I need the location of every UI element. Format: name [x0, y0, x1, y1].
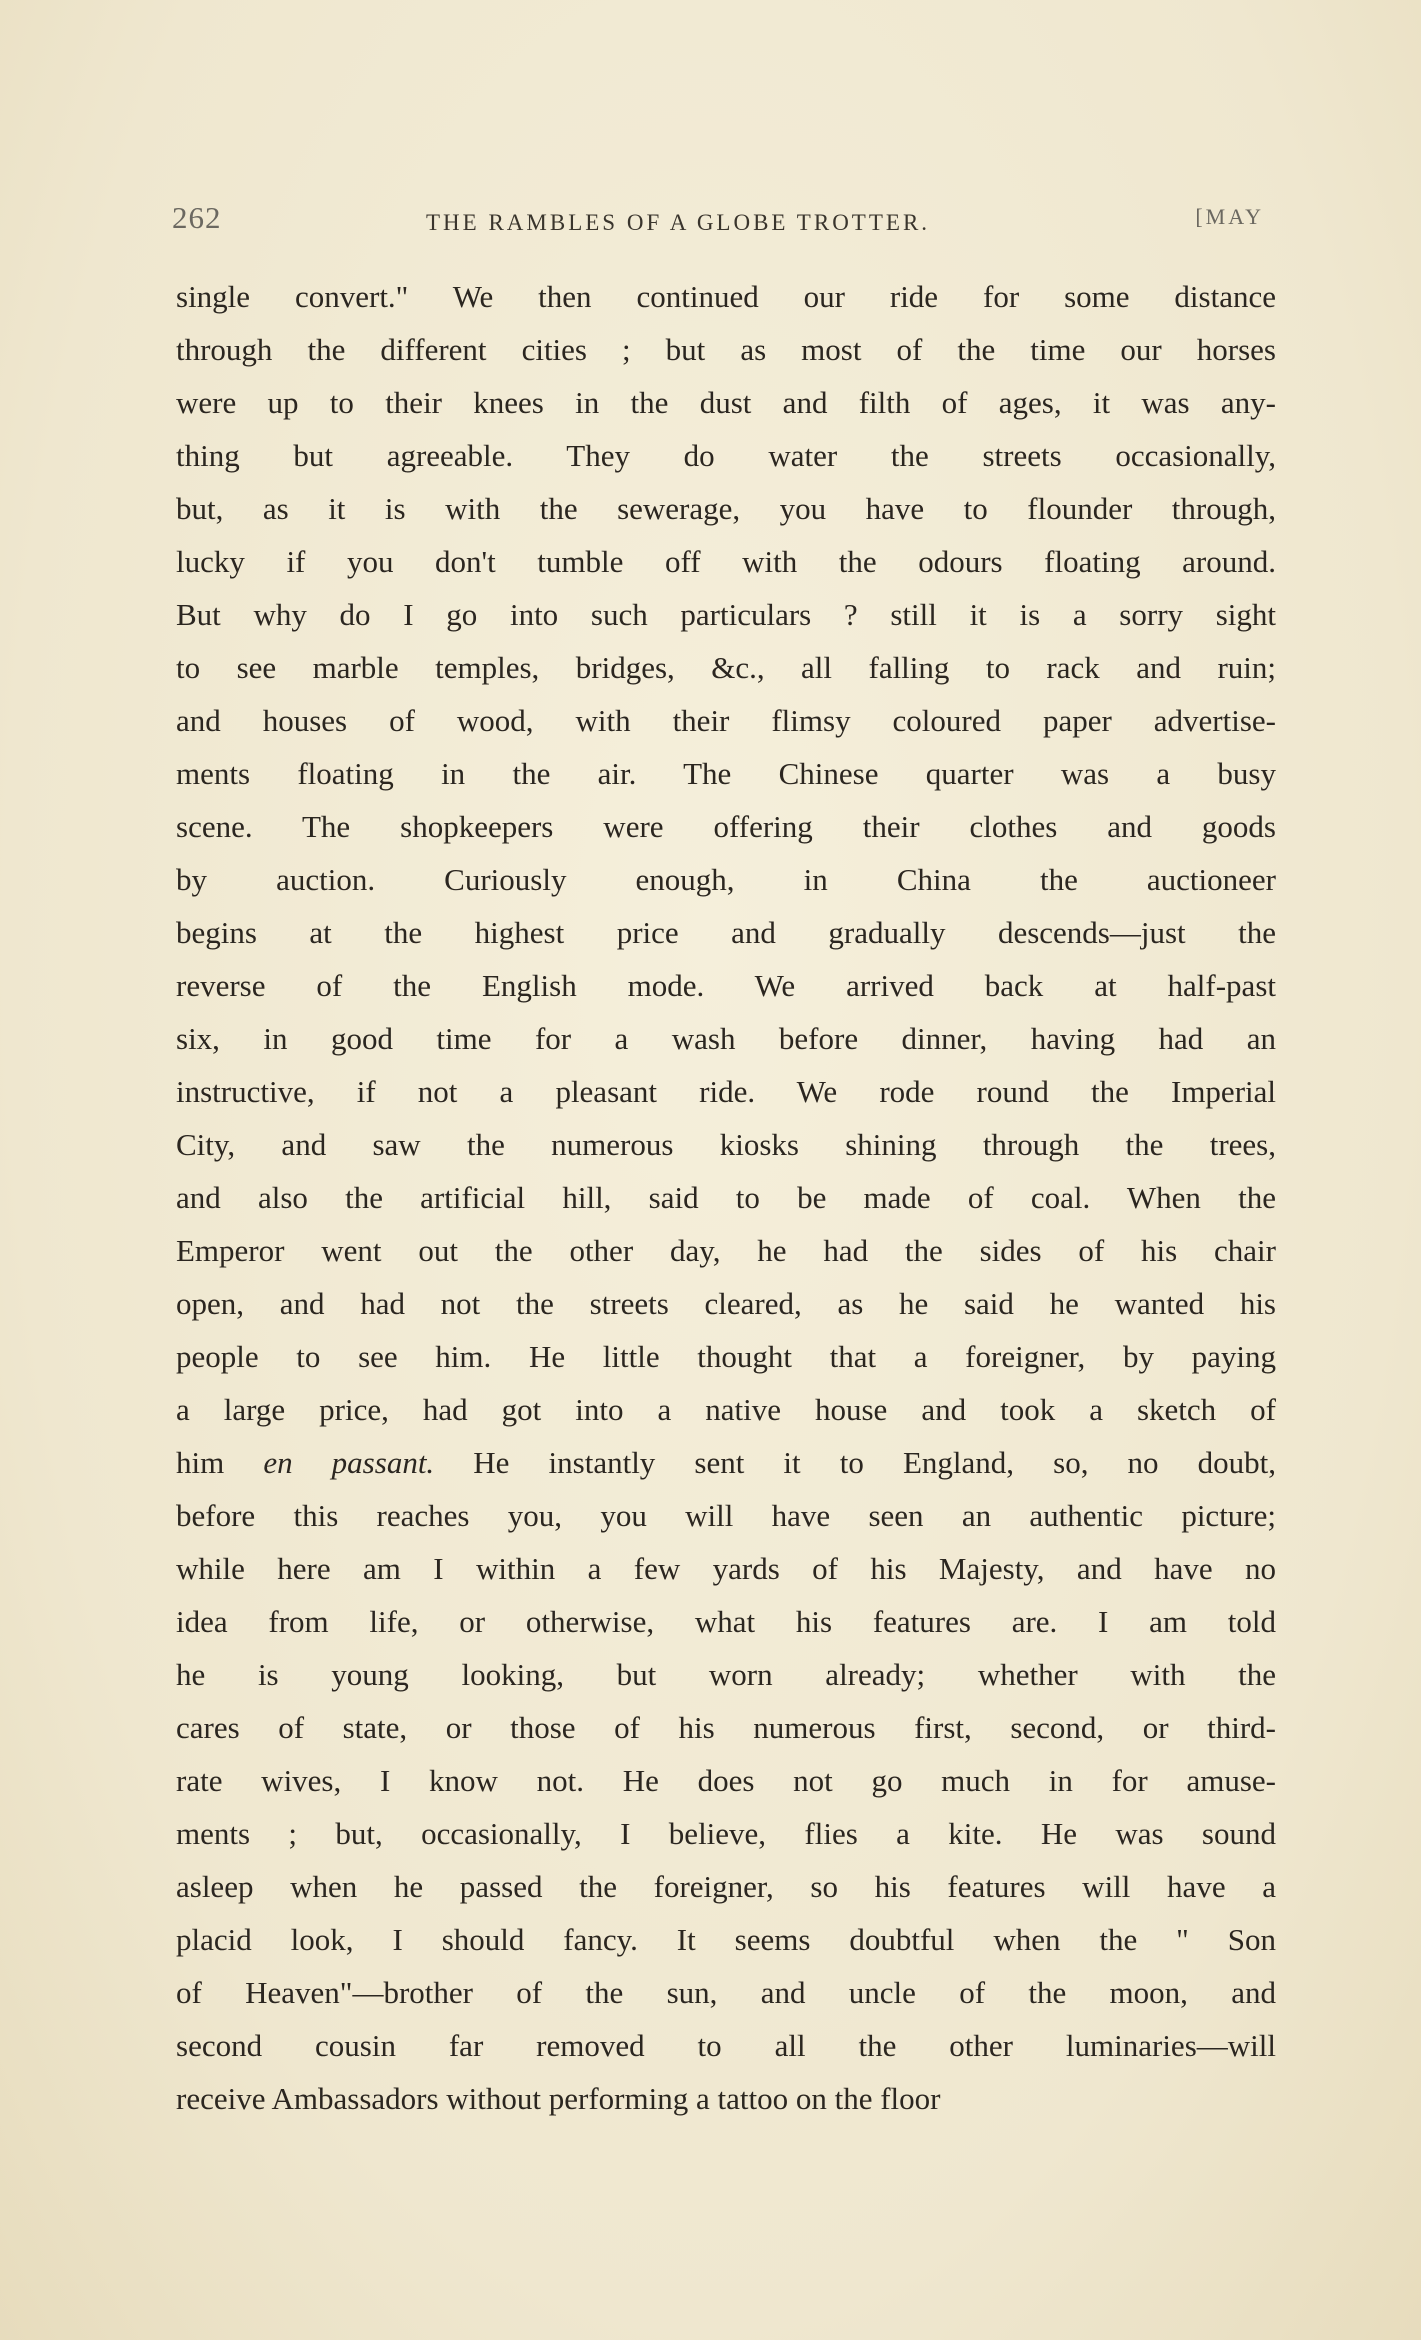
month-marker: [MAY — [1195, 204, 1264, 229]
text-line: through the different cities ; but as most of the time our horses — [176, 332, 1276, 367]
text-line: he is young looking, but worn already; whether with the — [176, 1657, 1276, 1692]
text-line: of Heaven"—brother of the sun, and uncle of the moon, and — [176, 1975, 1276, 2010]
text-line: instructive, if not a pleasant ride. We rode round the Imperial — [176, 1074, 1276, 1109]
text-line: before this reaches you, you will have seen an authentic picture; — [176, 1498, 1276, 1533]
text-line: But why do I go into such particulars ? still it is a sorry sight — [176, 597, 1276, 632]
text-line: a large price, had got into a native house and took a sketch of — [176, 1392, 1276, 1427]
text-line-mixed — [176, 1436, 1276, 1489]
text-line: ments ; but, occasionally, I believe, flies a kite. He was sound — [176, 1816, 1276, 1851]
text-line: asleep when he passed the foreigner, so his features will have a — [176, 1869, 1276, 1904]
text-line: while here am I within a few yards of his Majesty, and have no — [176, 1551, 1276, 1586]
text-line: people to see him. He little thought that a foreigner, by paying — [176, 1339, 1276, 1374]
text-line: cares of state, or those of his numerous first, second, or third- — [176, 1710, 1276, 1745]
text-line: rate wives, I know not. He does not go much in for amuse- — [176, 1763, 1276, 1798]
text-line: receive Ambassadors without performing a tattoo on the floor — [176, 2081, 941, 2116]
running-title: THE RAMBLES OF A GLOBE TROTTER. — [426, 210, 931, 235]
body-text — [176, 270, 1276, 2125]
text-line: thing but agreeable. They do water the streets occasionally, — [176, 438, 1276, 473]
text-line: ments floating in the air. The Chinese quarter was a busy — [176, 756, 1276, 791]
text-line: scene. The shopkeepers were offering their clothes and goods — [176, 809, 1276, 844]
text-line: by auction. Curiously enough, in China the auctioneer — [176, 862, 1276, 897]
page-header — [172, 200, 1264, 240]
text-line: and houses of wood, with their flimsy coloured paper advertise- — [176, 703, 1276, 738]
text-line: were up to their knees in the dust and filth of ages, it was any- — [176, 385, 1276, 420]
text-line: City, and saw the numerous kiosks shining through the trees, — [176, 1127, 1276, 1162]
text-line: six, in good time for a wash before dinner, having had an — [176, 1021, 1276, 1056]
text-line: reverse of the English mode. We arrived back at half-past — [176, 968, 1276, 1003]
text-fragment: He instantly sent it to England, so, no doubt, — [434, 1445, 1276, 1480]
text-line: and also the artificial hill, said to be made of coal. When the — [176, 1180, 1276, 1215]
text-line: begins at the highest price and gradually descends—just the — [176, 915, 1276, 950]
text-fragment: him — [176, 1445, 264, 1480]
text-line: second cousin far removed to all the other luminaries—will — [176, 2028, 1276, 2063]
text-line: placid look, I should fancy. It seems doubtful when the " Son — [176, 1922, 1276, 1957]
text-line: open, and had not the streets cleared, as he said he wanted his — [176, 1286, 1276, 1321]
text-line: to see marble temples, bridges, &c., all falling to rack and ruin; — [176, 650, 1276, 685]
text-line: lucky if you don't tumble off with the odours floating around. — [176, 544, 1276, 579]
text-line: idea from life, or otherwise, what his features are. I am told — [176, 1604, 1276, 1639]
page-number: 262 — [172, 200, 222, 235]
text-line: single convert." We then continued our ride for some distance — [176, 279, 1276, 314]
text-line: Emperor went out the other day, he had the sides of his chair — [176, 1233, 1276, 1268]
italic-phrase: en passant. — [263, 1445, 435, 1480]
text-line: but, as it is with the sewerage, you have to flounder through, — [176, 491, 1276, 526]
